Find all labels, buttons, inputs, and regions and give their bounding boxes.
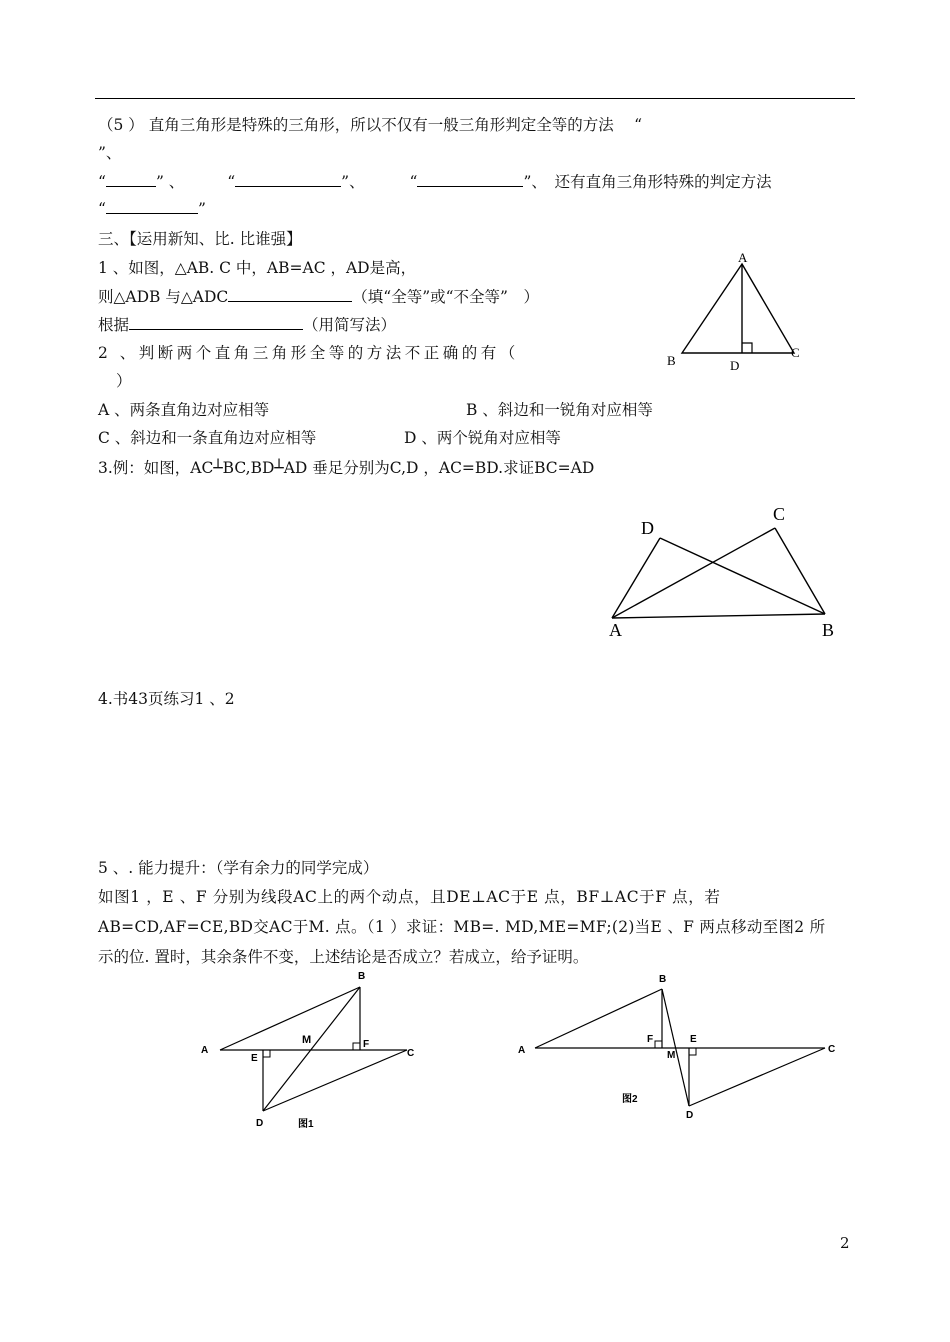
p5-line-1: 5 、. 能力提升：（学有余力的同学完成） [98, 859, 379, 877]
point-label-a: A [201, 1045, 209, 1056]
page-number: 2 [840, 1234, 850, 1252]
p1-line-3: 根据 （用简写法） [98, 316, 397, 334]
figure-caption: 图1 [298, 1119, 314, 1130]
vertex-label-a: A [738, 250, 748, 265]
answer-blank[interactable] [129, 314, 303, 330]
answer-blank[interactable] [106, 198, 198, 214]
point-label-m: M [302, 1034, 312, 1046]
vertex-label-d: D [730, 358, 740, 373]
p2-line-1: 2 、判断两个直角三角形全等的方法不正确的有（ [98, 344, 519, 362]
point-label-a: A [609, 620, 622, 640]
p2-line-2: ） [116, 372, 132, 390]
vertex-label-b: B [667, 353, 676, 368]
point-label-d: D [686, 1110, 694, 1121]
p1-line-1: 1 、如图，△AB. C 中，AB=AC ，AD是高， [98, 259, 417, 277]
q5-line-3: “ ” 、 “ ”、 “ ”、 还有直角三角形特殊的判定方法 [98, 173, 772, 191]
figure-caption: 图2 [622, 1094, 638, 1105]
point-label-m: M [667, 1050, 676, 1061]
example-figure [600, 500, 850, 645]
p1-line-2: 则△ADB 与△ADC （填“全等”或“不全等” ） [98, 288, 539, 306]
point-label-b: B [822, 620, 835, 640]
point-label-a: A [518, 1045, 526, 1056]
point-label-f: F [363, 1039, 370, 1050]
figure-1 [195, 965, 425, 1135]
point-label-d: D [641, 518, 654, 538]
answer-blank[interactable] [417, 171, 523, 187]
answer-blank[interactable] [235, 171, 341, 187]
isosceles-triangle-figure [660, 250, 810, 375]
q5-line-1: （5 ） 直角三角形是特殊的三角形，所以不仅有一般三角形判定全等的方法 “ [98, 116, 643, 134]
point-label-c: C [773, 504, 786, 524]
header-rule [95, 98, 855, 99]
section-title: 三、【运用新知、比. 比谁强】 [98, 230, 302, 248]
option-c: C 、斜边和一条直角边对应相等 [98, 429, 317, 447]
q5-line-2: ”、 [98, 144, 122, 162]
answer-blank[interactable] [228, 286, 352, 302]
p5-line-4: 示的位. 置时，其余条件不变，上述结论是否成立？若成立，给予证明。 [98, 948, 589, 966]
q5-line-4: “ ” [98, 200, 206, 218]
point-label-c: C [407, 1048, 415, 1059]
point-label-b: B [659, 974, 667, 985]
vertex-label-c: C [791, 345, 800, 360]
point-label-e: E [251, 1053, 258, 1064]
answer-blank[interactable] [106, 171, 156, 187]
option-a: A 、两条直角边对应相等 [98, 401, 270, 419]
point-label-d: D [256, 1118, 264, 1129]
point-label-f: F [647, 1034, 654, 1045]
point-label-e: E [690, 1034, 697, 1045]
point-label-c: C [828, 1044, 836, 1055]
point-label-b: B [358, 971, 366, 982]
option-b: B 、斜边和一锐角对应相等 [466, 401, 653, 419]
option-d: D 、两个锐角对应相等 [404, 429, 561, 447]
p5-line-2: 如图1 ，E 、F 分别为线段AC上的两个动点，且DE⊥AC于E 点，BF⊥AC于F 点，若 [98, 888, 721, 906]
figure-2 [510, 965, 850, 1125]
p4-line-1: 4.书43页练习1 、2 [98, 690, 235, 708]
p5-line-3: AB=CD,AF=CE,BD交AC于M. 点。（1 ）求证：MB=. MD,ME=MF;(2)当E 、F 两点移动至图2 所 [98, 918, 826, 936]
p3-line-1: 3.例：如图，AC┴BC,BD┴AD 垂足分别为C,D ，AC=BD.求证BC=AD [98, 459, 595, 477]
